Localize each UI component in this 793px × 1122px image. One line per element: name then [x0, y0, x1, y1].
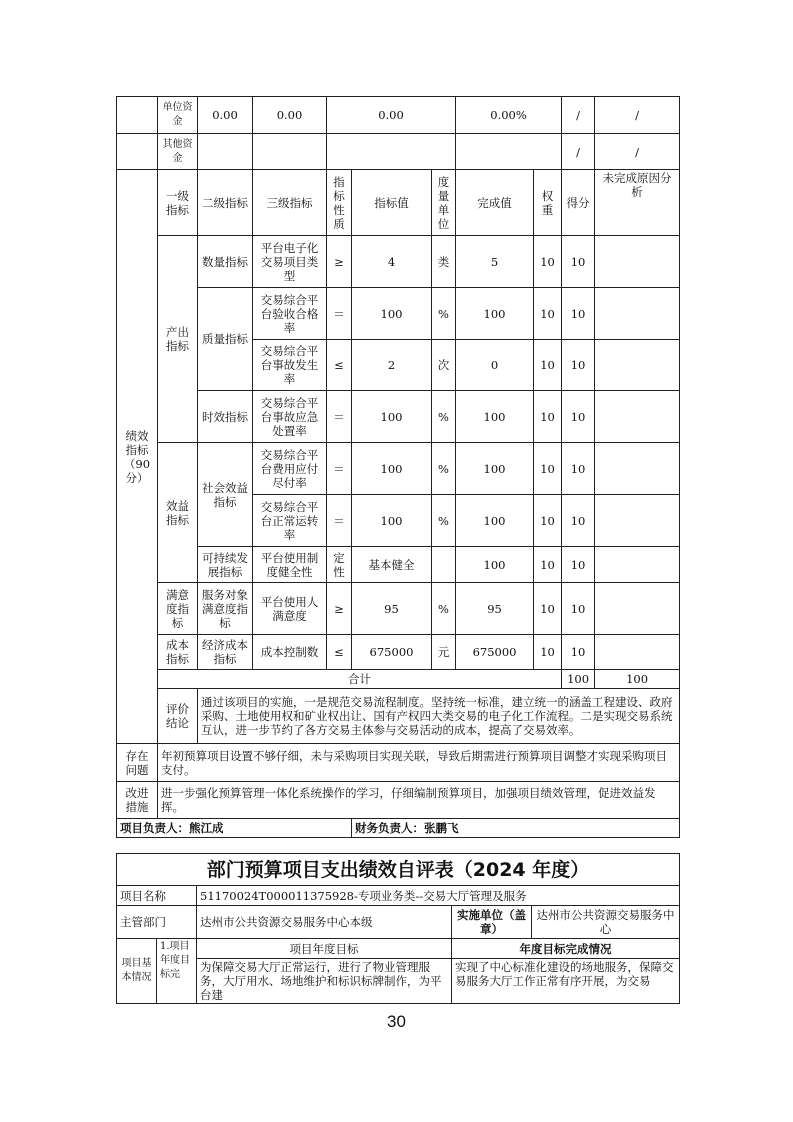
- evaluation-text: 通过该项目的实施，一是规范交易流程制度。坚持统一标准，建立统一的涵盖工程建设、政府采购、土地使用权和矿业权出让、国有产权四大类交易的电子化工作流程。二是实现交易系统互认，进一步节约了各方交易主体参与交易活动的成本，提高了交易效率。: [198, 689, 680, 744]
- next-form-table: [116, 853, 680, 1004]
- indicator-unit: [432, 547, 456, 583]
- indicator-weight: 10: [534, 547, 562, 583]
- indicator-row: [117, 583, 680, 635]
- total-label: 合计: [158, 670, 562, 689]
- indicator-operator: ＝: [327, 443, 352, 495]
- indicator-row: [117, 391, 680, 443]
- goal-header-row: [117, 939, 680, 959]
- spacer-cell: [117, 97, 158, 134]
- reason-cell: [595, 288, 680, 340]
- indicator-unit: %: [432, 583, 456, 635]
- fund-score: /: [595, 97, 680, 134]
- indicator-operator: ＝: [327, 495, 352, 547]
- indicator-value: 95: [352, 583, 432, 635]
- spacer-cell: [117, 134, 158, 170]
- level3-label: 成本控制数: [253, 635, 327, 670]
- indicator-header-row: [117, 170, 680, 236]
- problems-text: 年初预算项目设置不够仔细，未与采购项目实现关联，导致后期需进行预算项目调整才实现采购项目支付。: [158, 744, 680, 782]
- header-level3: 三级指标: [253, 170, 327, 236]
- level3-label: 平台使用制度健全性: [253, 547, 327, 583]
- department-row: [117, 906, 680, 939]
- fund-weight: /: [562, 134, 595, 170]
- level2-service: 服务对象满意度指标: [198, 583, 253, 635]
- total-weight: 100: [562, 670, 595, 689]
- evaluation-label: 评价结论: [158, 689, 198, 744]
- indicator-value: 基本健全: [352, 547, 432, 583]
- indicator-value: 100: [352, 443, 432, 495]
- indicator-score: 10: [562, 547, 595, 583]
- level3-label: 交易综合平台验收合格率: [253, 288, 327, 340]
- indicator-done: 100: [456, 288, 534, 340]
- indicator-value: 100: [352, 288, 432, 340]
- fund-weight: /: [562, 97, 595, 134]
- indicator-done: 100: [456, 547, 534, 583]
- level3-label: 平台电子化交易项目类型: [253, 236, 327, 288]
- fund-value: 0.00%: [456, 97, 562, 134]
- level3-label: 交易综合平台正常运转率: [253, 495, 327, 547]
- evaluation-row: [117, 689, 680, 744]
- reason-cell: [595, 495, 680, 547]
- fund-row-unit: [117, 97, 680, 134]
- done-text: 实现了中心标准化建设的场地服务，保障交易服务大厅工作正常有序开展，为交易: [452, 959, 680, 1004]
- fund-label: 其他资金: [158, 134, 198, 170]
- indicator-score: 10: [562, 236, 595, 288]
- fund-value: [253, 134, 327, 170]
- indicator-weight: 10: [534, 635, 562, 670]
- indicator-weight: 10: [534, 443, 562, 495]
- level3-label: 平台使用人满意度: [253, 583, 327, 635]
- project-name-label: 项目名称: [117, 886, 197, 906]
- project-leader: 项目负责人：熊江成: [117, 819, 352, 838]
- measures-text: 进一步强化预算管理一体化系统操作的学习，仔细编制预算项目，加强项目绩效管理，促进效益发挥。: [158, 782, 680, 819]
- indicator-weight: 10: [534, 288, 562, 340]
- indicator-weight: 10: [534, 391, 562, 443]
- fund-value: [327, 134, 456, 170]
- indicator-row: [117, 547, 680, 583]
- fund-label: 单位资金: [158, 97, 198, 134]
- indicator-operator: ≤: [327, 635, 352, 670]
- indicator-weight: 10: [534, 236, 562, 288]
- department-label: 主管部门: [117, 906, 197, 939]
- header-reason: 未完成原因分析: [595, 170, 680, 236]
- signature-row: [117, 819, 680, 838]
- level2-quality: 质量指标: [198, 288, 253, 391]
- indicator-done: 675000: [456, 635, 534, 670]
- project-name-row: [117, 886, 680, 906]
- indicator-unit: 元: [432, 635, 456, 670]
- indicator-score: 10: [562, 340, 595, 391]
- reason-cell: [595, 340, 680, 391]
- fund-value: 0.00: [327, 97, 456, 134]
- indicator-unit: %: [432, 443, 456, 495]
- problems-row: [117, 744, 680, 782]
- indicator-operator: ＝: [327, 391, 352, 443]
- indicator-row: [117, 236, 680, 288]
- indicator-row: [117, 635, 680, 670]
- level1-output: 产出指标: [158, 236, 198, 443]
- indicator-weight: 10: [534, 340, 562, 391]
- header-done: 完成值: [456, 170, 534, 236]
- done-header: 年度目标完成情况: [452, 939, 680, 959]
- page-number: 30: [387, 1012, 406, 1031]
- indicator-weight: 10: [534, 583, 562, 635]
- header-level1: 一级指标: [158, 170, 198, 236]
- indicator-operator: ≥: [327, 236, 352, 288]
- indicator-value: 2: [352, 340, 432, 391]
- indicator-value: 100: [352, 391, 432, 443]
- section-label: 绩效指标（90分）: [117, 170, 158, 744]
- indicator-score: 10: [562, 635, 595, 670]
- level1-cost: 成本指标: [158, 635, 198, 670]
- finance-leader: 财务负责人：张鹏飞: [352, 819, 680, 838]
- fund-value: 0.00: [253, 97, 327, 134]
- level1-benefit: 效益指标: [158, 443, 198, 583]
- fund-row-other: [117, 134, 680, 170]
- indicator-value: 675000: [352, 635, 432, 670]
- level2-quantity: 数量指标: [198, 236, 253, 288]
- indicator-score: 10: [562, 443, 595, 495]
- indicator-operator: ＝: [327, 288, 352, 340]
- performance-table: [116, 96, 680, 838]
- header-level2: 二级指标: [198, 170, 253, 236]
- header-unit: 度量单位: [432, 170, 456, 236]
- indicator-operator: 定性: [327, 547, 352, 583]
- goal-sub-label: 1.项目年度目标完: [157, 939, 197, 1004]
- indicator-done: 95: [456, 583, 534, 635]
- indicator-done: 0: [456, 340, 534, 391]
- indicator-unit: %: [432, 288, 456, 340]
- goal-text: 为保障交易大厅正常运行，进行了物业管理服务，大厅用水、场地维护和标识标牌制作，为平台建: [197, 959, 452, 1004]
- indicator-row: [117, 443, 680, 495]
- level2-economic: 经济成本指标: [198, 635, 253, 670]
- level1-satisfaction: 满意度指标: [158, 583, 198, 635]
- department-value: 达州市公共资源交易服务中心本级: [197, 906, 452, 939]
- project-name-value: 51170024T000011375928-专项业务类--交易大厅管理及服务: [197, 886, 680, 906]
- reason-cell: [595, 236, 680, 288]
- implementer-label: 实施单位（盖章）: [452, 906, 532, 939]
- total-score: 100: [595, 670, 680, 689]
- indicator-row: [117, 288, 680, 340]
- indicator-score: 10: [562, 495, 595, 547]
- header-value: 指标值: [352, 170, 432, 236]
- goal-text-row: [117, 959, 680, 1004]
- indicator-unit: 次: [432, 340, 456, 391]
- reason-cell: [595, 443, 680, 495]
- indicator-unit: 类: [432, 236, 456, 288]
- level2-timeliness: 时效指标: [198, 391, 253, 443]
- indicator-operator: ≥: [327, 583, 352, 635]
- indicator-weight: 10: [534, 495, 562, 547]
- level3-label: 交易综合平台事故应急处置率: [253, 391, 327, 443]
- indicator-done: 100: [456, 443, 534, 495]
- form-title: 部门预算项目支出绩效自评表（2024 年度）: [117, 854, 680, 886]
- header-nature: 指标性质: [327, 170, 352, 236]
- level2-social: 社会效益指标: [198, 443, 253, 547]
- basic-info-label: 项目基本情况: [117, 939, 157, 1004]
- problems-label: 存在问题: [117, 744, 158, 782]
- reason-cell: [595, 391, 680, 443]
- fund-value: [456, 134, 562, 170]
- indicator-done: 5: [456, 236, 534, 288]
- fund-score: /: [595, 134, 680, 170]
- indicator-operator: ≤: [327, 340, 352, 391]
- level3-label: 交易综合平台费用应付尽付率: [253, 443, 327, 495]
- total-row: [117, 670, 680, 689]
- indicator-done: 100: [456, 495, 534, 547]
- form-title-row: [117, 854, 680, 886]
- reason-cell: [595, 547, 680, 583]
- reason-cell: [595, 635, 680, 670]
- indicator-value: 4: [352, 236, 432, 288]
- measures-label: 改进措施: [117, 782, 158, 819]
- indicator-score: 10: [562, 583, 595, 635]
- indicator-score: 10: [562, 288, 595, 340]
- fund-value: [198, 134, 253, 170]
- indicator-value: 100: [352, 495, 432, 547]
- goal-header: 项目年度目标: [197, 939, 452, 959]
- level3-label: 交易综合平台事故发生率: [253, 340, 327, 391]
- level2-sustainable: 可持续发展指标: [198, 547, 253, 583]
- indicator-unit: %: [432, 391, 456, 443]
- measures-row: [117, 782, 680, 819]
- indicator-unit: %: [432, 495, 456, 547]
- implementer-value: 达州市公共资源交易服务中心: [532, 906, 680, 939]
- header-score: 得分: [562, 170, 595, 236]
- reason-cell: [595, 583, 680, 635]
- indicator-score: 10: [562, 391, 595, 443]
- indicator-done: 100: [456, 391, 534, 443]
- fund-value: 0.00: [198, 97, 253, 134]
- header-weight: 权重: [534, 170, 562, 236]
